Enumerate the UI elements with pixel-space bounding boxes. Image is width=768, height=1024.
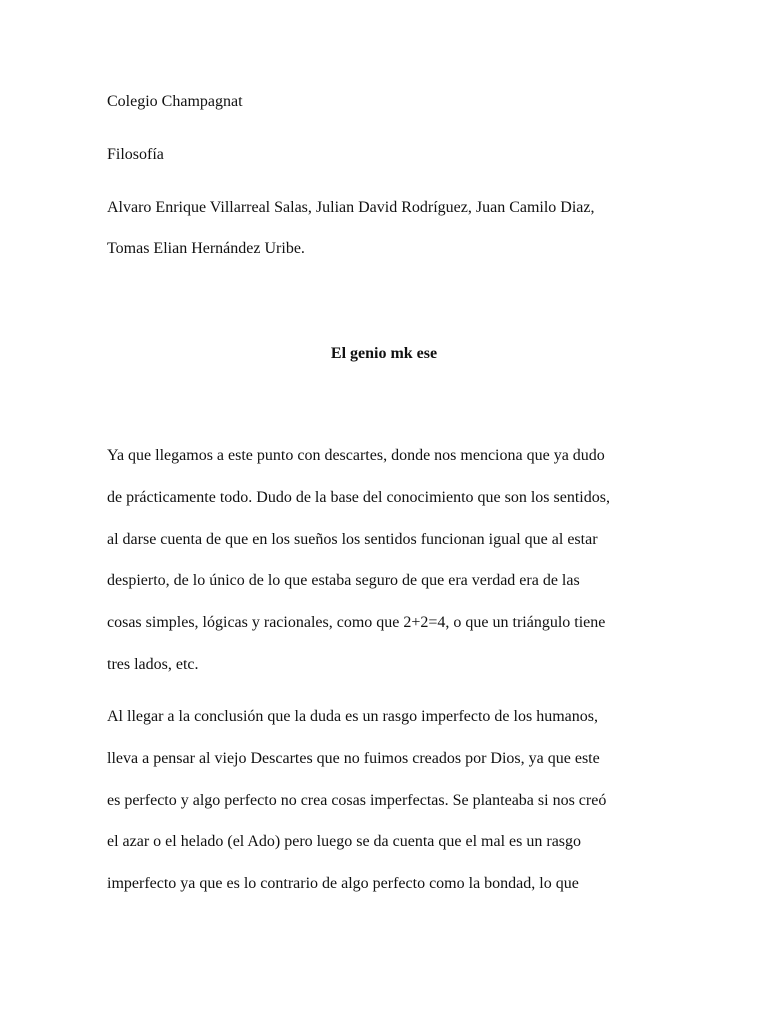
- subject-name: Filosofía: [107, 146, 164, 163]
- paragraph-line: el azar o el helado (el Ado) pero luego se da cuenta que el mal es un rasgo: [107, 833, 582, 850]
- paragraph-line: imperfecto ya que es lo contrario de algo perfecto como la bondad, lo que: [107, 875, 579, 892]
- paragraph-line: cosas simples, lógicas y racionales, como que 2+2=4, o que un triángulo tiene: [107, 614, 606, 631]
- paragraph-line: de prácticamente todo. Dudo de la base del conocimiento que son los sentidos,: [107, 489, 610, 506]
- authors-line-2: Tomas Elian Hernández Uribe.: [107, 240, 305, 257]
- paragraph-line: despierto, de lo único de lo que estaba seguro de que era verdad era de las: [107, 572, 580, 589]
- paragraph-line: lleva a pensar al viejo Descartes que no fuimos creados por Dios, ya que este: [107, 750, 600, 767]
- authors-line-1: Alvaro Enrique Villarreal Salas, Julian David Rodríguez, Juan Camilo Diaz,: [107, 199, 595, 216]
- paragraph-line: Ya que llegamos a este punto con descartes, donde nos menciona que ya dudo: [107, 447, 605, 464]
- paragraph-line: tres lados, etc.: [107, 656, 199, 673]
- paragraph-line: Al llegar a la conclusión que la duda es un rasgo imperfecto de los humanos,: [107, 708, 598, 725]
- school-name: Colegio Champagnat: [107, 93, 243, 110]
- paragraph-line: es perfecto y algo perfecto no crea cosas imperfectas. Se planteaba si nos creó: [107, 792, 607, 809]
- document-title: El genio mk ese: [330, 345, 438, 362]
- paragraph-line: al darse cuenta de que en los sueños los sentidos funcionan igual que al estar: [107, 531, 598, 548]
